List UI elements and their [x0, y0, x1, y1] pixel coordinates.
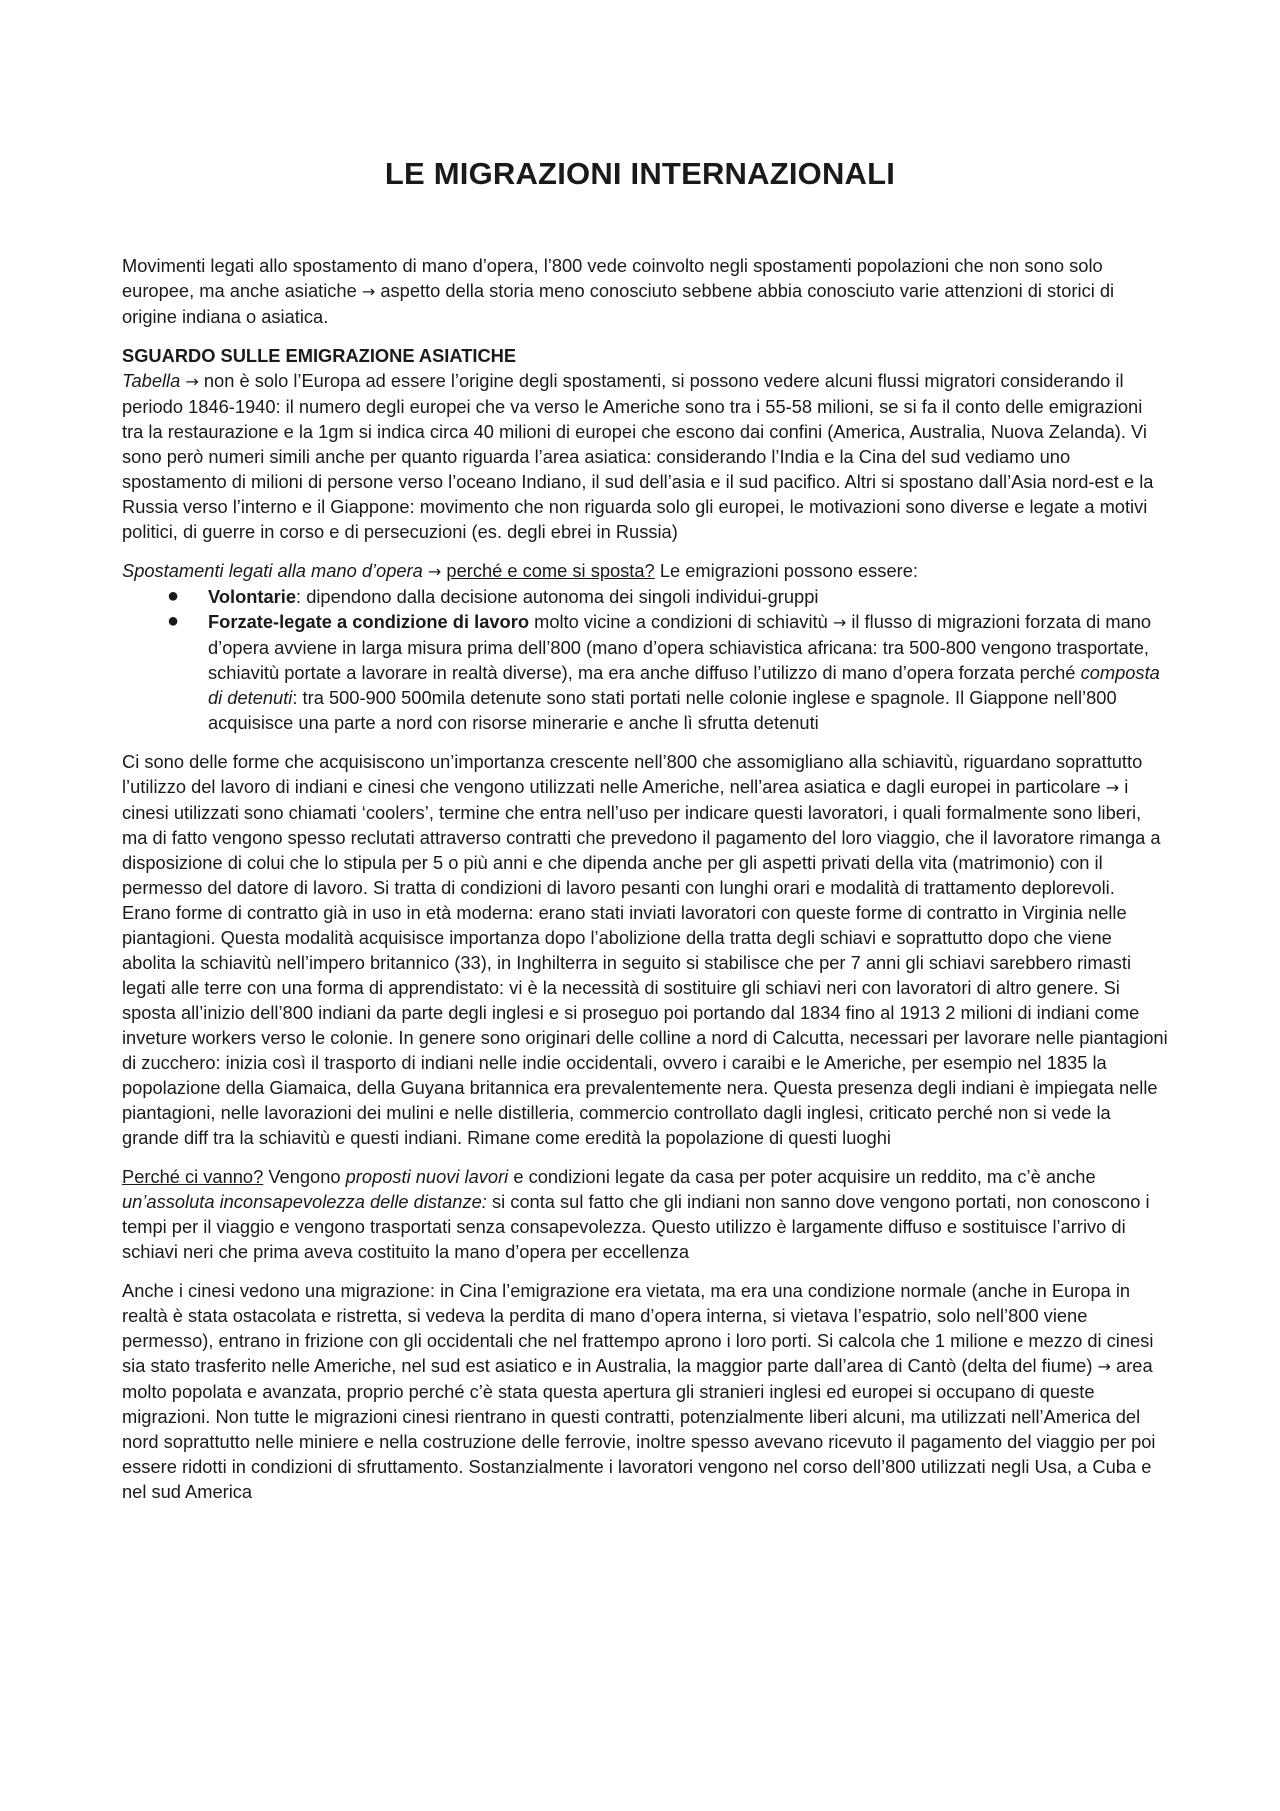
voluntary-term: Volontarie [208, 586, 297, 607]
tabella-text: non è solo l’Europa ad essere l’origine degli spostamenti, si possono vedere alcuni flussi migratori considerando il periodo 1846-1940: il numero degli europei che va verso le Americhe sono tra i 55-58 milioni, se si fa il conto delle emigrazioni tra la restaurazione e la 1gm si indica circa 40 milioni di europei che escono dai confini (America, Australia, Nuova Zelanda). Vi sono però numeri simili anche per quanto riguarda l’area asiatica: considerando l’India e la Cina del sud vediamo uno spostamento di milioni di persone verso l’oceano Indiano, il sud dell’asia e il sud pacifico. Altri si spostano dall’Asia nord-est e la Russia verso l’interno e il Giappone: movimento che non riguarda solo gli europei, le motivazioni sono diverse e legate a motivi politici, di guerre in corso e di persecuzioni (es. degli ebrei in Russia) [122, 370, 1154, 542]
arrow-right-icon: → [361, 282, 376, 301]
why-text-1: Vengono [268, 1166, 341, 1187]
arrow-right-icon: → [1105, 778, 1120, 797]
forced-text-3: : tra 500-900 500mila detenute sono stati portati nelle colonie inglese e spagnole. Il Giappone nell’800 acquisisce una parte a nord con risorse minerarie e anche lì sfrutta detenuti [208, 687, 1117, 733]
tabella-paragraph [122, 368, 1168, 544]
section-heading-asian-emigration: SGUARDO SULLE EMIGRAZIONE ASIATICHE [122, 345, 517, 366]
why-italic-2: un’assoluta inconsapevolezza delle distanze: [122, 1191, 487, 1212]
document-body [122, 253, 1168, 1518]
intro-text-2: aspetto della storia meno conosciuto sebbene abbia conosciuto varie attenzioni di storici di origine indiana o asiatica. [122, 280, 1115, 327]
arrow-right-icon: → [832, 613, 847, 632]
chinese-text-1: Anche i cinesi vedono una migrazione: in Cina l’emigrazione era vietata, ma era una condizione normale (anche in Europa in realtà è stata ostacolata e ristretta, si vedeva la perdita di mano d’opera interna, si vietava l’espatrio, solo nell’800 viene permesso), entrano in frizione con gli occidentali che nel frattempo aprono i loro porti. Si calcola che 1 milione e mezzo di cinesi sia stato trasferito nelle Americhe, nel sud est asiatico e in Australia, la maggior parte dall’area di Cantò (delta del fiume) [122, 1280, 1154, 1376]
chinese-text-2: area molto popolata e avanzata, proprio perché c’è stata questa apertura gli stranieri inglesi ed europei si occupano di queste migrazioni. Non tutte le migrazioni cinesi rientrano in questi contratti, potenzialmente liberi alcuni, ma utilizzati nell’America del nord soprattutto nelle miniere e nella costruzione delle ferrovie, inoltre spesso avevano ricevuto il pagamento del viaggio per poi essere ridotti in condizioni di sfruttamento. Sostanzialmente i lavoratori vengono nel corso dell’800 utilizzati negli Usa, a Cuba e nel sud America [122, 1355, 1156, 1502]
forced-text-1: molto vicine a condizioni di schiavitù [534, 611, 828, 632]
coolers-text-1: Ci sono delle forme che acquisiscono un’importanza crescente nell’800 che assomigliano alla schiavitù, riguardano soprattutto l’utilizzo del lavoro di indiani e cinesi che vengono utilizzati nelle Americhe, nell’area asiatica e dagli europei in particolare [122, 751, 1143, 797]
labour-label: Spostamenti legati alla mano d’opera [122, 560, 423, 581]
coolers-text-2: i cinesi utilizzati sono chiamati ‘coolers’, termine che entra nell’uso per indicare questi lavoratori, i quali formalmente sono liberi, ma di fatto vengono spesso reclutati attraverso contratti che prevedono il pagamento del loro viaggio, che il lavoratore rimanga a disposizione di colui che lo stipula per 5 o più anni e che dipenda anche per gli aspetti privati della vita (matrimonio) con il permesso del datore di lavoro. Si tratta di condizioni di lavoro pesanti con lunghi orari e modalità di trattamento deplorevoli. Erano forme di contratto già in uso in età moderna: erano stati inviati lavoratori con queste forme di contratto in Virginia nelle piantagioni. Questa modalità acquisisce importanza dopo l’abolizione della tratta degli schiavi e soprattutto dopo che viene abolita la schiavitù nell’impero britannico (33), in Inghilterra in seguito si stabilisce che per 7 anni gli schiavi sarebbero rimasti legati alle terre con una forma di apprendistato: vi è la necessità di sostituire gli schiavi neri con lavoratori di altro genere. Si sposta all’inizio dell’800 indiani da parte degli inglesi e si proseguo poi portando dal 1834 fino al 1913 2 milioni di indiani come inveture workers verso le colonie. In genere sono originari delle colline a nord di Calcutta, necessari per lavorare nelle piantagioni di zucchero: inizia così il trasporto di indiani nelle indie occidentali, ovvero i caraibi e le Americhe, per esempio nel 1835 la popolazione della Giamaica, della Guyana britannica era prevalentemente nera. Questa presenza degli indiani è impiegata nelle piantagioni, nelle lavorazioni dei mulini e nelle distilleria, commercio controllato dagli inglesi, criticato perché non si vede la grande diff tra la schiavitù e questi indiani. Rimane come eredità la popolazione di questi luoghi [122, 776, 1168, 1148]
forced-italic: composta di detenuti [208, 662, 1160, 708]
why-how-question: perché e come si sposta? [446, 560, 655, 581]
page-title: LE MIGRAZIONI INTERNAZIONALI [384, 156, 896, 191]
bullet-icon: ● [167, 610, 180, 632]
list-item [122, 609, 1168, 735]
forced-text-2: il flusso di migrazioni forzata di mano d’opera avviene in larga misura prima dell’800 (mano d’opera schiavistica africana: tra 500-800 vengono trasportate, schiavitù portate a lavorare in realtà diverse), ma era anche diffuso l’utilizzo di mano d’opera forzata perché [208, 611, 1152, 683]
bullet-icon: ● [167, 585, 180, 607]
why-they-go-question: Perché ci vanno? [122, 1166, 264, 1187]
why-text-3: si conta sul fatto che gli indiani non sanno dove vengono portati, non conoscono i tempi per il viaggio e vengono trasportati senza consapevolezza. Questo utilizzo è largamente diffuso e sostituisce l’arrivo di schiavi neri che prima aveva costituito la mano d’opera per eccellenza [122, 1191, 1150, 1262]
why-text-2: e condizioni legate da casa per poter acquisire un reddito, ma c’è anche [513, 1166, 1096, 1187]
labour-migration-intro [122, 558, 1168, 584]
chinese-migration-paragraph [122, 1278, 1168, 1504]
tabella-label: Tabella [122, 370, 181, 391]
labour-intro-rest: Le emigrazioni possono essere: [659, 560, 918, 581]
why-they-go-paragraph [122, 1164, 1168, 1264]
arrow-right-icon: → [1097, 1357, 1111, 1376]
intro-paragraph [122, 253, 1168, 329]
coolers-paragraph [122, 749, 1168, 1150]
forced-term: Forzate-legate a condizione di lavoro [208, 611, 529, 632]
intro-text-1: Movimenti legati allo spostamento di mano d’opera, l’800 vede coinvolto negli spostamenti popolazioni che non sono solo europee, ma anche asiatiche [122, 255, 1103, 301]
arrow-right-icon: → [185, 372, 199, 391]
arrow-right-icon: → [427, 562, 442, 581]
why-italic-1: proposti nuovi lavori [345, 1166, 509, 1187]
migration-types-list [122, 584, 1168, 735]
list-item [122, 584, 1168, 609]
voluntary-text: : dipendono dalla decisione autonoma dei singoli individui-gruppi [296, 586, 819, 607]
